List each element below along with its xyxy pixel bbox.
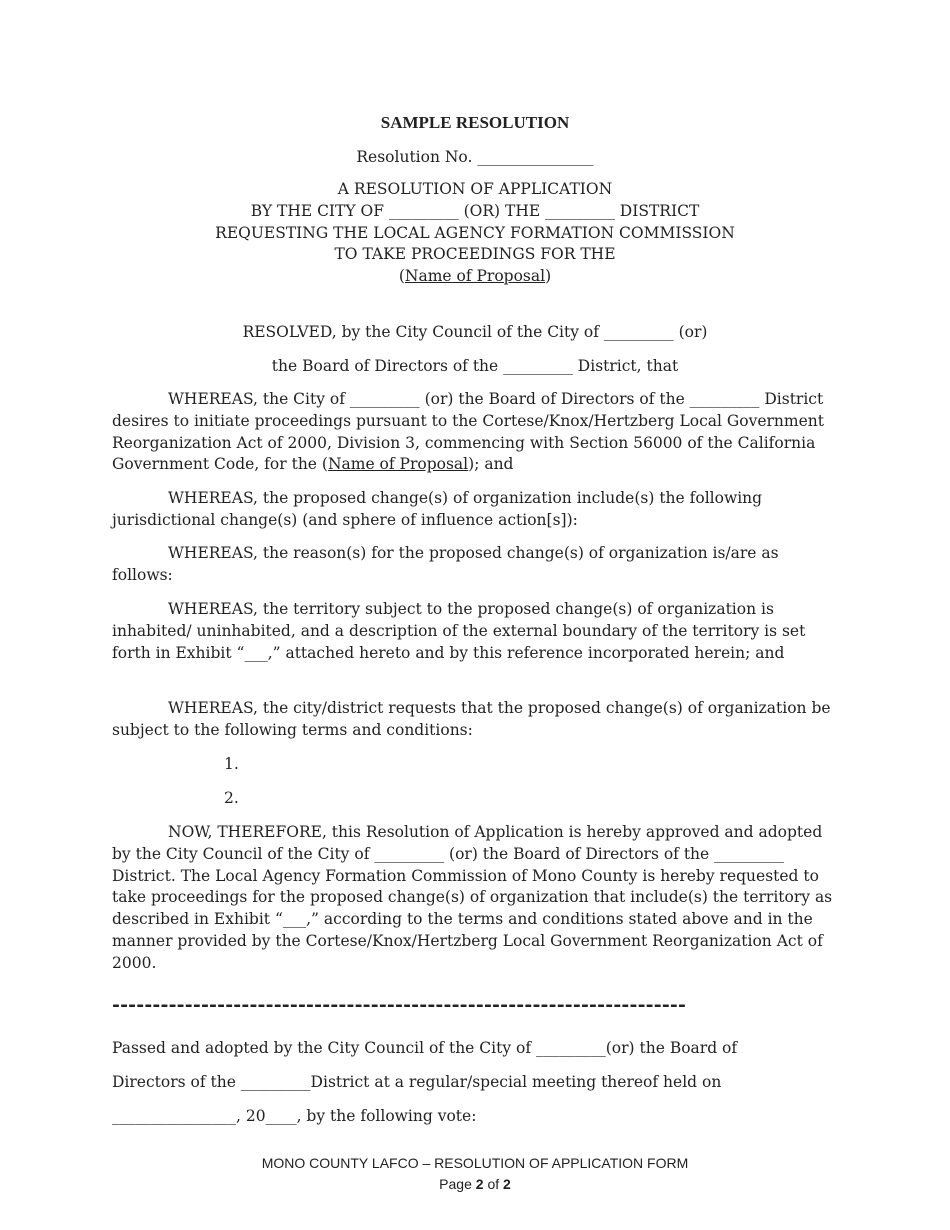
condition-item-1: 1. <box>224 755 239 773</box>
resolved-line-2: the Board of Directors of the _________ District, that <box>271 357 679 375</box>
footer-page-number <box>0 1176 950 1192</box>
passed-line-1: Passed and adopted by the City Council of the City of _________(or) the Board of <box>112 1039 738 1057</box>
page-current: 2 <box>475 1176 484 1192</box>
heading-line-3: REQUESTING THE LOCAL AGENCY FORMATION COMMISSION <box>215 224 735 242</box>
whereas-1-text: WHEREAS, the City of _________ (or) the Board of Directors of the _________ District desires to initiate proceedings pursuant to the Cortese/Knox/Hertzberg Local Government Reorganization Act of 2000, Division 3, commencing with Section 56000 of the California Government Code, for the ( <box>112 390 825 474</box>
document-title: SAMPLE RESOLUTION <box>380 113 570 132</box>
resolved-line-1: RESOLVED, by the City Council of the City of _________ (or) <box>242 323 708 341</box>
whereas-1-end: ); and <box>468 455 514 474</box>
whereas-paragraph-2: WHEREAS, the proposed change(s) of organization include(s) the following jurisdictional change(s) (and sphere of influence action[s]): <box>112 489 763 529</box>
heading-line-5 <box>0 265 950 287</box>
heading-line-2: BY THE CITY OF _________ (OR) THE _________ DISTRICT <box>250 202 700 220</box>
heading-line-1: A RESOLUTION OF APPLICATION <box>337 180 613 198</box>
paren-close: ) <box>545 267 552 285</box>
condition-item-2: 2. <box>224 789 239 807</box>
heading-line-4: TO TAKE PROCEEDINGS FOR THE <box>334 245 616 263</box>
whereas-paragraph-4: WHEREAS, the territory subject to the proposed change(s) of organization is inhabited/ uninhabited, and a description of the external boundary of the territory is set forth in Exhibit “___,” attached hereto and by this reference incorporated herein; and <box>112 600 806 662</box>
passed-line-3: ________________, 20____, by the following vote: <box>112 1107 477 1125</box>
whereas-1-proposal-name: Name of Proposal <box>327 455 469 474</box>
whereas-paragraph-5: WHEREAS, the city/district requests that the proposed change(s) of organization be subject to the following terms and conditions: <box>112 699 831 739</box>
proposal-name: Name of Proposal <box>404 267 546 285</box>
footer-form-title: MONO COUNTY LAFCO – RESOLUTION OF APPLICATION FORM <box>261 1155 689 1171</box>
separator-line: ----------------------------------------------------------------------- <box>112 994 687 1016</box>
passed-line-2: Directors of the _________District at a regular/special meeting thereof held on <box>112 1073 722 1091</box>
page-label: Page <box>439 1176 472 1192</box>
whereas-paragraph-1 <box>112 389 838 476</box>
resolution-number: Resolution No. _______________ <box>356 148 594 166</box>
whereas-paragraph-3: WHEREAS, the reason(s) for the proposed change(s) of organization is/are as follows: <box>112 544 779 584</box>
now-therefore-paragraph: NOW, THEREFORE, this Resolution of Application is hereby approved and adopted by the City Council of the City of _________ (or) the Board of Directors of the _________ District. The Local Agency Formation Commission of Mono County is hereby requested to take proceedings for the proposed change(s) of organization that include(s) the territory as described in Exhibit “___,” according to the terms and conditions stated above and in the manner provided by the Cortese/Knox/Hertzberg Local Government Reorganization Act of 2000. <box>112 823 833 972</box>
paren-open: ( <box>398 267 405 285</box>
of-label: of <box>487 1176 500 1192</box>
page-total: 2 <box>503 1176 511 1192</box>
